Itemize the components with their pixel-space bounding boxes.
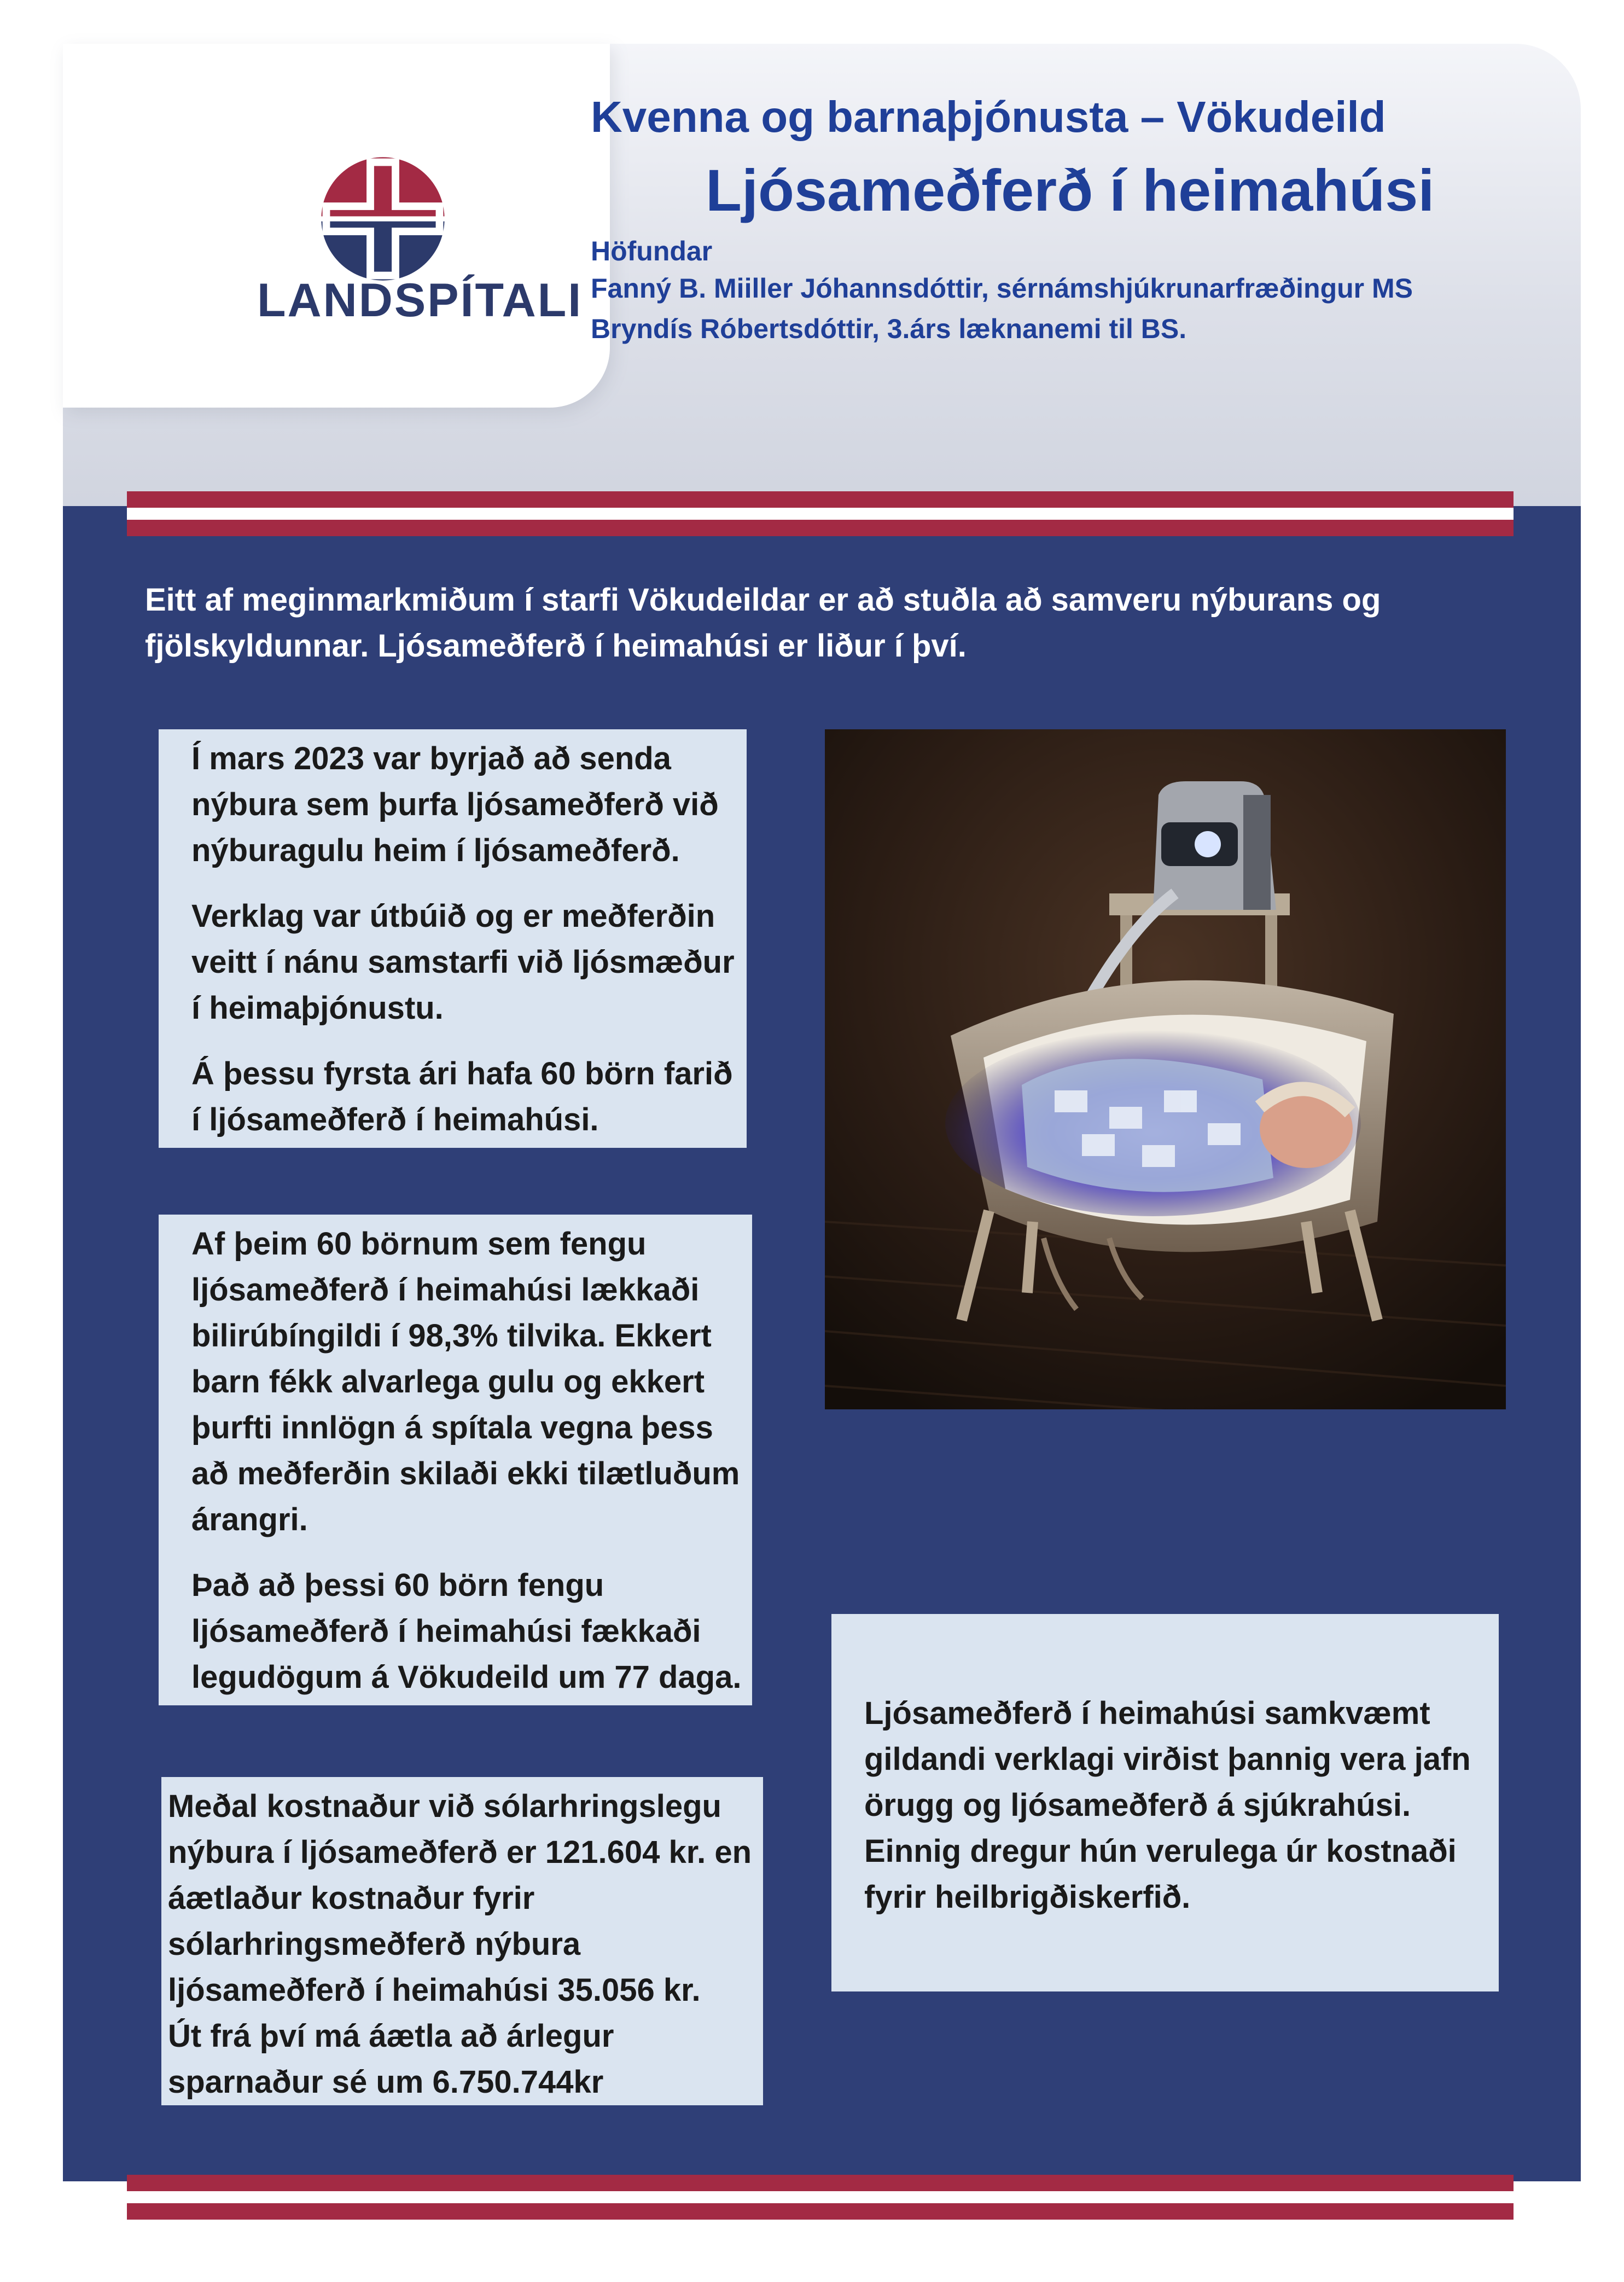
info-box-conclusion (831, 1614, 1499, 1991)
logo-wordmark: LANDSPÍTALI (257, 274, 583, 327)
cost-line: Út frá því má áætla að árlegur (168, 2018, 614, 2054)
department-heading: Kvenna og barnaþjónusta – Vökudeild (591, 92, 1386, 141)
paragraph: Það að þessi 60 börn fengu ljósameðferð í heimahúsi fækkaði legudögum á Vökudeild um 77 daga. (191, 1567, 742, 1695)
top-stripe-red-lower (127, 520, 1514, 536)
baby-in-bassinet-image (825, 729, 1506, 1409)
top-stripe-white (127, 508, 1514, 520)
cost-line: sparnaður sé um 6.750.744kr (168, 2064, 604, 2100)
paragraph: Í mars 2023 var byrjað að senda nýbura sem þurfa ljósameðferð við nýburagulu heim í ljósameðferð. (191, 741, 719, 868)
author-line: Fanný B. Miiller Jóhannsdóttir, sérnámshjúkrunarfræðingur MS (591, 273, 1413, 304)
landspitali-logo-icon (320, 156, 446, 282)
cost-line: ljósameðferð í heimahúsi 35.056 kr. (168, 1972, 701, 2008)
info-box-cost (161, 1777, 763, 2105)
top-stripe-red (127, 491, 1514, 508)
paragraph: Af þeim 60 börnum sem fengu ljósameðferð í heimahúsi lækkaði bilirúbíngildi í 98,3% tilvika. Ekkert barn fékk alvarlega gulu og ekkert þurfti innlögn á spítala vegna þess að meðferðin skilaði ekki tilætluðum árangri. (191, 1226, 740, 1537)
cost-line: sólarhringsmeðferð nýbura (168, 1926, 581, 1962)
author-line: Bryndís Róbertsdóttir, 3.árs læknanemi til BS. (591, 313, 1187, 344)
bottom-stripe-red-lower (127, 2203, 1514, 2220)
paragraph: Verklag var útbúið og er meðferðin veitt í nánu samstarfi við ljósmæður í heimaþjónustu. (191, 898, 735, 1026)
logo-card (63, 44, 610, 408)
info-box-start (159, 729, 747, 1148)
baby-phototherapy-photo (825, 729, 1506, 1409)
bottom-stripe-red (127, 2175, 1514, 2191)
cost-line: Meðal kostnaður við sólarhringslegu (168, 1789, 721, 1824)
cost-line: áætlaður kostnaður fyrir (168, 1880, 535, 1916)
cost-line: nýbura í ljósameðferð er 121.604 kr. en (168, 1834, 752, 1870)
bottom-stripe-white (127, 2191, 1514, 2203)
paragraph: Á þessu fyrsta ári hafa 60 börn farið í ljósameðferð í heimahúsi. (191, 1056, 733, 1137)
info-box-results (159, 1215, 752, 1705)
paragraph: Ljósameðferð í heimahúsi samkvæmt gildandi verklagi virðist þannig vera jafn örugg og ljósameðferð á sjúkrahúsi. Einnig dregur hún verulega úr kostnaði fyrir heilbrigðiskerfið. (864, 1695, 1471, 1915)
intro-text: Eitt af meginmarkmiðum í starfi Vökudeildar er að stuðla að samveru nýburans og fjölskyldunnar. Ljósameðferð í heimahúsi er liður í því. (145, 582, 1381, 664)
authors-label: Höfundar (591, 236, 713, 266)
page-title: Ljósameðferð í heimahúsi (706, 157, 1435, 223)
